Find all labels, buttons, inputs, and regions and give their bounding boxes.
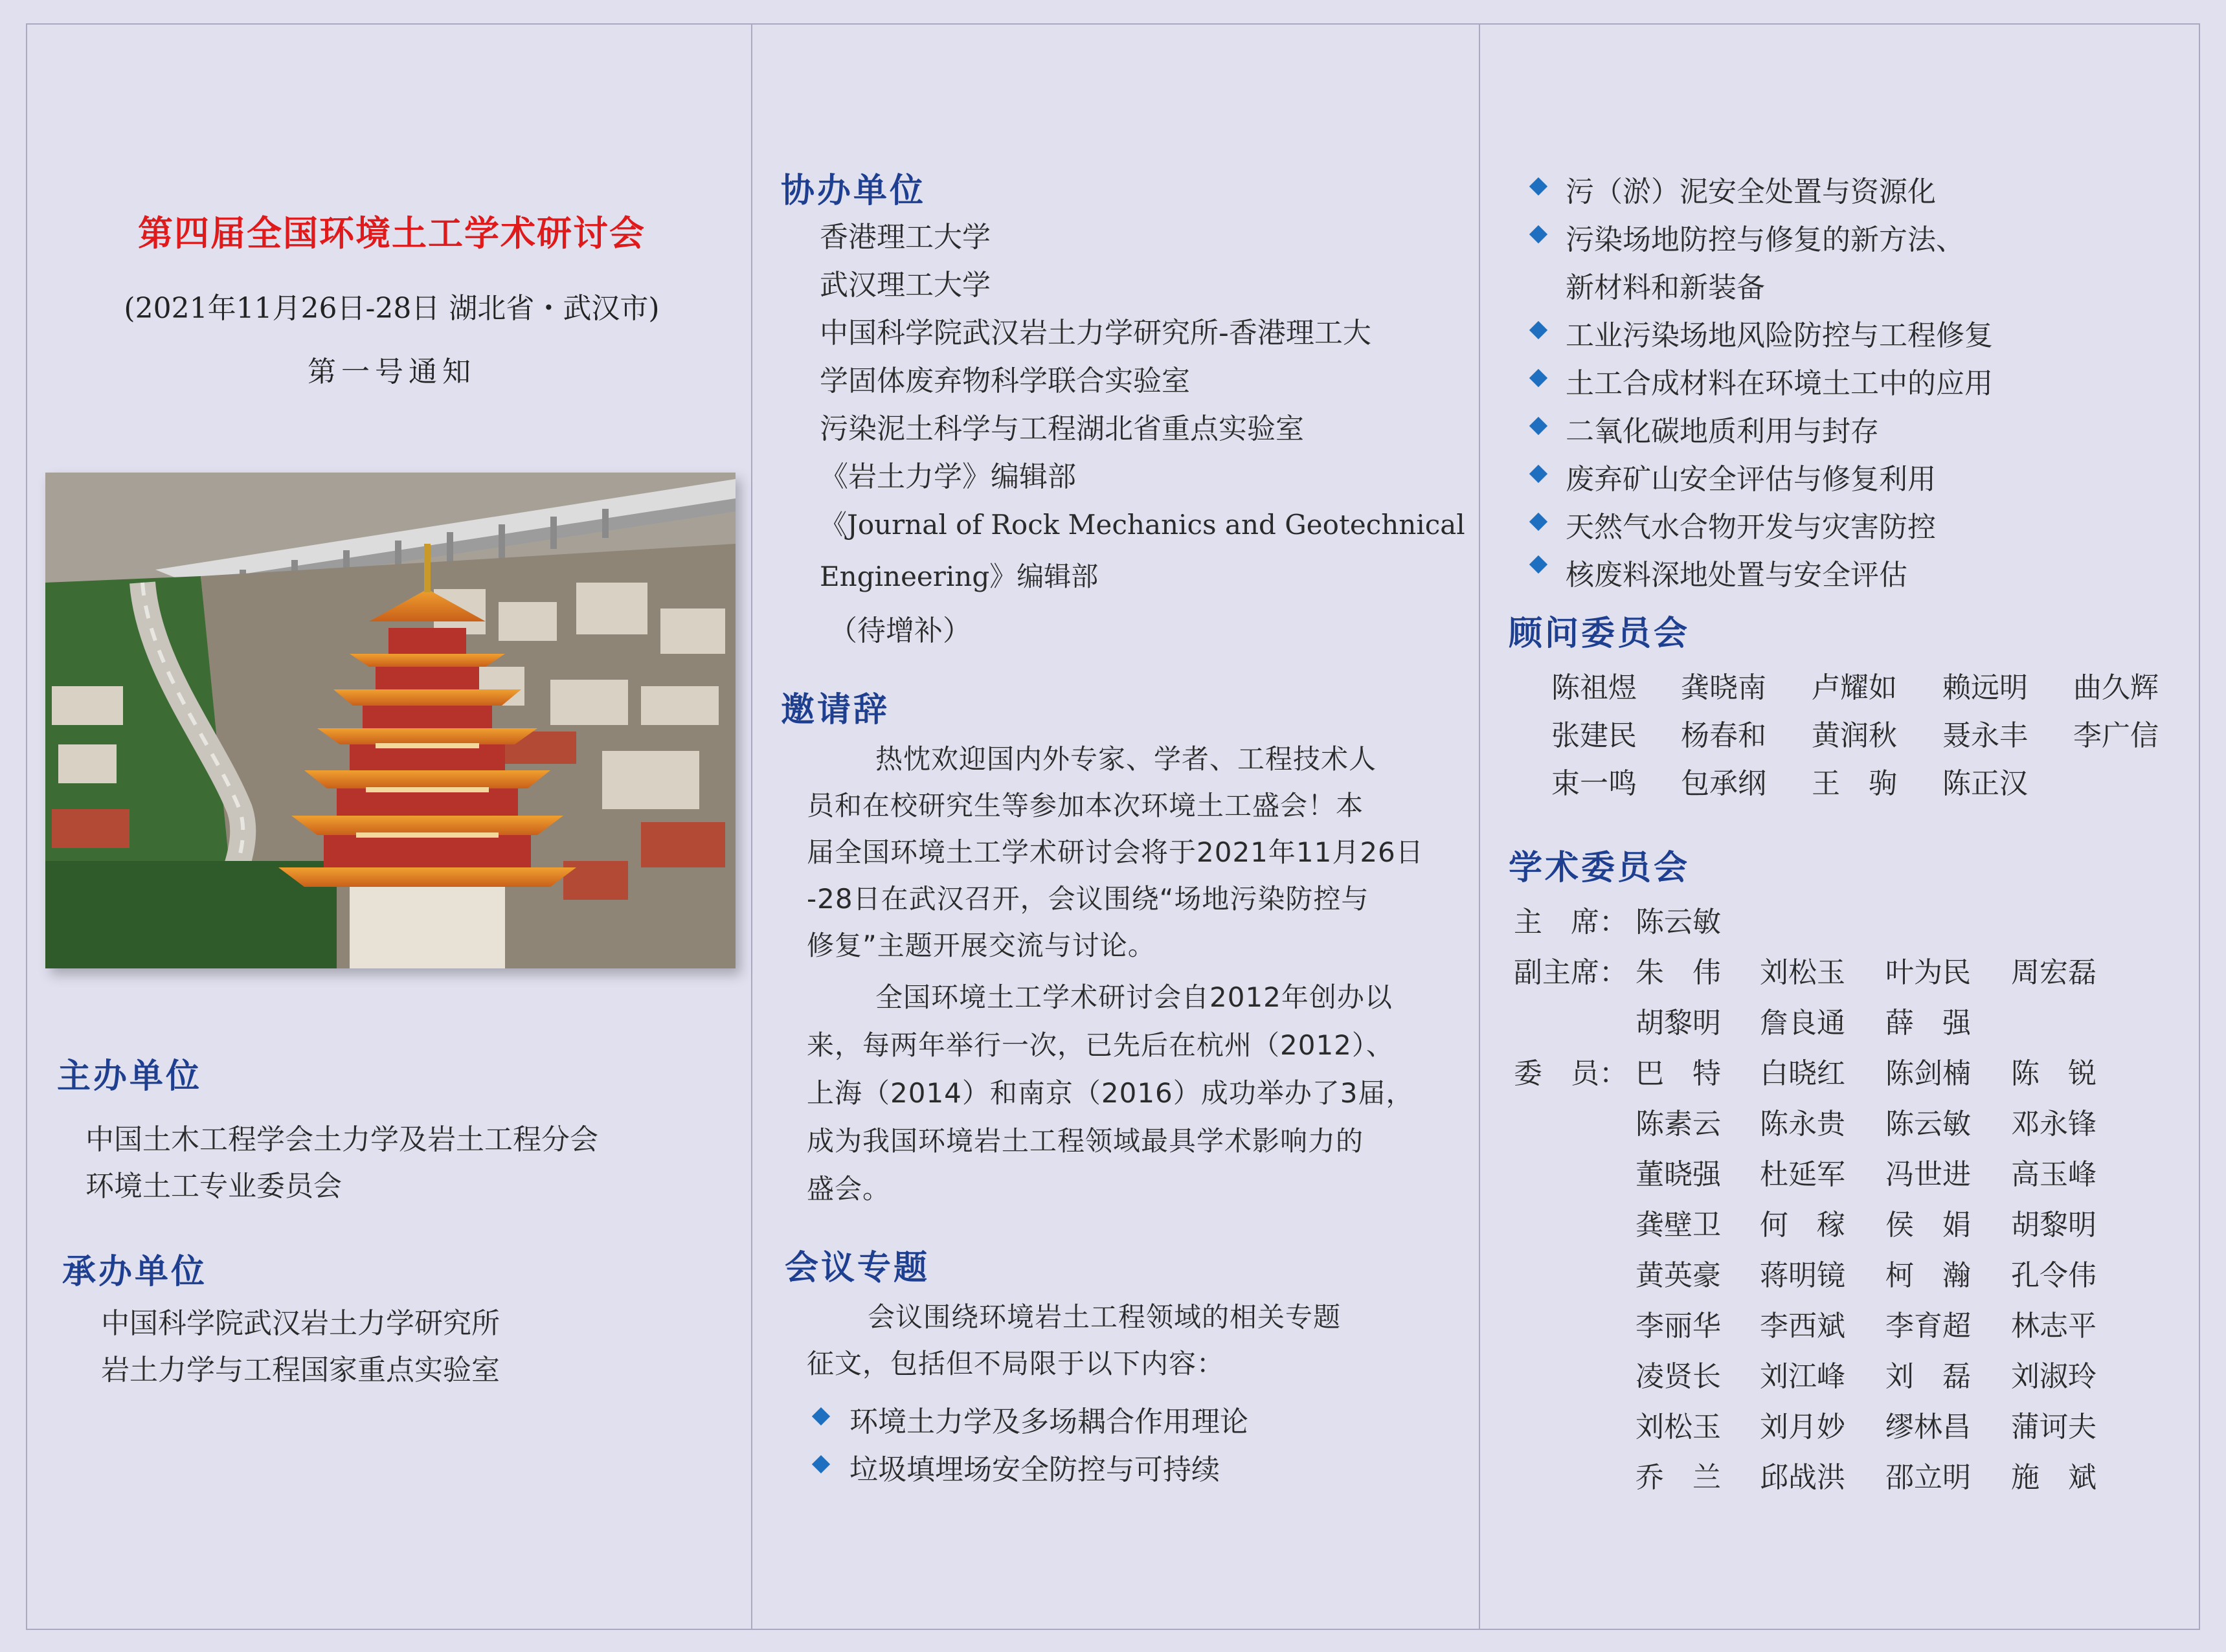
invitation-line: 上海（2014）和南京（2016）成功举办了3届， (807, 1077, 1414, 1109)
panel-middle (752, 0, 1478, 1652)
organizer-heading: 主办单位 (57, 1057, 203, 1096)
topics-intro-line: 会议围绕环境岩土工程领域的相关专题 (868, 1301, 1342, 1333)
member: 蒋明镜 (1760, 1259, 1845, 1292)
member: 董晓强 (1636, 1158, 1721, 1191)
member: 邱战洪 (1760, 1461, 1845, 1494)
invitation-heading: 邀请辞 (781, 691, 890, 730)
invitation-line: 员和在校研究生等参加本次环境土工盛会！本 (807, 790, 1364, 821)
host-line: 中国科学院武汉岩土力学研究所 (101, 1307, 500, 1340)
member: 巴 特 (1636, 1057, 1721, 1090)
member: 刘 磊 (1885, 1360, 1971, 1393)
chair-label: 主 席： (1514, 906, 1628, 939)
member: 柯 瀚 (1885, 1259, 1971, 1292)
co-organizer-line: 武汉理工大学 (820, 269, 991, 302)
member: 冯世进 (1885, 1158, 1971, 1191)
diamond-bullet-icon (1529, 513, 1547, 531)
advisory-member: 张建民 (1551, 719, 1637, 752)
topic-item: 废弃矿山安全评估与修复利用 (1566, 463, 1936, 496)
co-organizer-line: 《岩土力学》编辑部 (820, 460, 1076, 493)
co-organizer-line: Engineering》编辑部 (820, 561, 1099, 592)
vice-chair-label: 副主席： (1514, 956, 1628, 989)
topic-item: 垃圾填埋场安全防控与可持续 (849, 1453, 1220, 1486)
vice-chair: 朱 伟 (1636, 956, 1721, 989)
vice-chair: 刘松玉 (1760, 956, 1845, 989)
advisory-member: 陈祖煜 (1551, 671, 1637, 704)
member: 龚壁卫 (1636, 1209, 1721, 1242)
diamond-bullet-icon (1529, 555, 1547, 574)
diamond-bullet-icon (1529, 177, 1547, 195)
member: 陈云敏 (1885, 1108, 1971, 1141)
co-organizer-line: 中国科学院武汉岩土力学研究所-香港理工大 (820, 317, 1371, 350)
member: 白晓红 (1760, 1057, 1845, 1090)
member: 胡黎明 (2011, 1209, 2097, 1242)
diamond-bullet-icon (812, 1455, 830, 1473)
topics-intro-line: 征文，包括但不局限于以下内容： (807, 1348, 1225, 1379)
member: 侯 娟 (1885, 1209, 1971, 1242)
chair-name: 陈云敏 (1636, 906, 1721, 939)
member: 陈永贵 (1760, 1108, 1845, 1141)
advisory-member: 卢耀如 (1812, 671, 1897, 704)
member: 邵立明 (1885, 1461, 1971, 1494)
co-organizers-heading: 协办单位 (781, 172, 927, 210)
topics-heading: 会议专题 (785, 1249, 930, 1288)
member: 李育超 (1885, 1310, 1971, 1343)
invitation-line: 成为我国环境岩土工程领域最具学术影响力的 (807, 1125, 1364, 1157)
invitation-line: 修复”主题开展交流与讨论。 (807, 930, 1156, 961)
advisory-member: 曲久辉 (2073, 671, 2159, 704)
topic-item: 核废料深地处置与安全评估 (1566, 559, 1907, 592)
vice-chair: 詹良通 (1760, 1007, 1845, 1040)
member-label: 委 员： (1514, 1057, 1628, 1090)
diamond-bullet-icon (1529, 465, 1547, 483)
diamond-bullet-icon (1529, 321, 1547, 339)
member: 黄英豪 (1636, 1259, 1721, 1292)
host-line: 岩土力学与工程国家重点实验室 (101, 1354, 500, 1387)
topic-item: 工业污染场地风险防控与工程修复 (1566, 319, 1993, 352)
topic-item: 天然气水合物开发与灾害防控 (1566, 511, 1936, 544)
member: 陈剑楠 (1885, 1057, 1971, 1090)
topic-item: 污（淤）泥安全处置与资源化 (1566, 175, 1936, 208)
invitation-line: 届全国环境土工学术研讨会将于2021年11月26日 (807, 836, 1424, 868)
invitation-line: 热忱欢迎国内外专家、学者、工程技术人 (875, 743, 1377, 775)
member: 乔 兰 (1636, 1461, 1721, 1494)
topic-item: 污染场地防控与修复的新方法、 (1566, 223, 1964, 256)
member: 何 稼 (1760, 1209, 1845, 1242)
panel-right (1480, 0, 2200, 1652)
member: 高玉峰 (2011, 1158, 2097, 1191)
topic-item: 二氧化碳地质利用与封存 (1566, 415, 1879, 448)
topic-item: 土工合成材料在环境土工中的应用 (1566, 367, 1993, 400)
vice-chair: 薛 强 (1885, 1007, 1971, 1040)
invitation-line: 盛会。 (807, 1173, 891, 1205)
topic-item: 环境土力学及多场耦合作用理论 (849, 1405, 1248, 1438)
topic-item-continuation: 新材料和新装备 (1566, 271, 1765, 304)
advisory-member: 龚晓南 (1681, 671, 1766, 704)
diamond-bullet-icon (812, 1407, 830, 1425)
co-organizer-line: （待增补） (829, 614, 971, 647)
member: 刘淑玲 (2011, 1360, 2097, 1393)
member: 李西斌 (1760, 1310, 1845, 1343)
organizer-line: 中国土木工程学会土力学及岩土工程分会 (85, 1123, 598, 1156)
member: 孔令伟 (2011, 1259, 2097, 1292)
member: 刘月妙 (1760, 1411, 1845, 1444)
diamond-bullet-icon (1529, 369, 1547, 387)
advisory-member: 赖远明 (1942, 671, 2028, 704)
academic-heading: 学术委员会 (1509, 849, 1691, 887)
member: 刘江峰 (1760, 1360, 1845, 1393)
diamond-bullet-icon (1529, 225, 1547, 243)
advisory-member: 王 驹 (1812, 767, 1897, 800)
advisory-member: 杨春和 (1681, 719, 1766, 752)
invitation-line: 来，每两年举行一次，已先后在杭州（2012）、 (807, 1029, 1394, 1061)
member: 蒲诃夫 (2011, 1411, 2097, 1444)
conference-title: 第四届全国环境土工学术研讨会 (138, 213, 646, 254)
member: 杜延军 (1760, 1158, 1845, 1191)
organizer-line: 环境土工专业委员会 (85, 1170, 342, 1203)
diamond-bullet-icon (1529, 417, 1547, 435)
advisory-member: 陈正汉 (1942, 767, 2028, 800)
invitation-line: -28日在武汉召开，会议围绕“场地污染防控与 (807, 883, 1369, 915)
member: 林志平 (2011, 1310, 2097, 1343)
member: 邓永锋 (2011, 1108, 2097, 1141)
vice-chair: 周宏磊 (2011, 956, 2097, 989)
member: 刘松玉 (1636, 1411, 1721, 1444)
member: 陈素云 (1636, 1108, 1721, 1141)
yellow-crane-tower-photo (45, 473, 736, 968)
panel-left (26, 0, 751, 1652)
advisory-member: 黄润秋 (1812, 719, 1897, 752)
notice-number: 第一号通知 (308, 355, 476, 388)
advisory-member: 束一鸣 (1551, 767, 1637, 800)
vice-chair: 叶为民 (1885, 956, 1971, 989)
co-organizer-line: 《Journal of Rock Mechanics and Geotechnical (820, 509, 1465, 541)
advisory-member: 聂永丰 (1942, 719, 2028, 752)
member: 李丽华 (1636, 1310, 1721, 1343)
vice-chair: 胡黎明 (1636, 1007, 1721, 1040)
member: 施 斌 (2011, 1461, 2097, 1494)
member: 凌贤长 (1636, 1360, 1721, 1393)
invitation-line: 全国环境土工学术研讨会自2012年创办以 (875, 981, 1393, 1013)
advisory-member: 包承纲 (1681, 767, 1766, 800)
member: 缪林昌 (1885, 1411, 1971, 1444)
member: 陈 锐 (2011, 1057, 2097, 1090)
co-organizer-line: 污染泥土科学与工程湖北省重点实验室 (820, 412, 1304, 445)
co-organizer-line: 学固体废弃物科学联合实验室 (820, 364, 1190, 397)
co-organizer-line: 香港理工大学 (820, 221, 991, 254)
conference-date: (2021年11月26日-28日 湖北省・武汉市) (124, 292, 660, 325)
host-heading: 承办单位 (62, 1253, 208, 1291)
advisory-member: 李广信 (2073, 719, 2159, 752)
advisory-heading: 顾问委员会 (1509, 614, 1691, 653)
